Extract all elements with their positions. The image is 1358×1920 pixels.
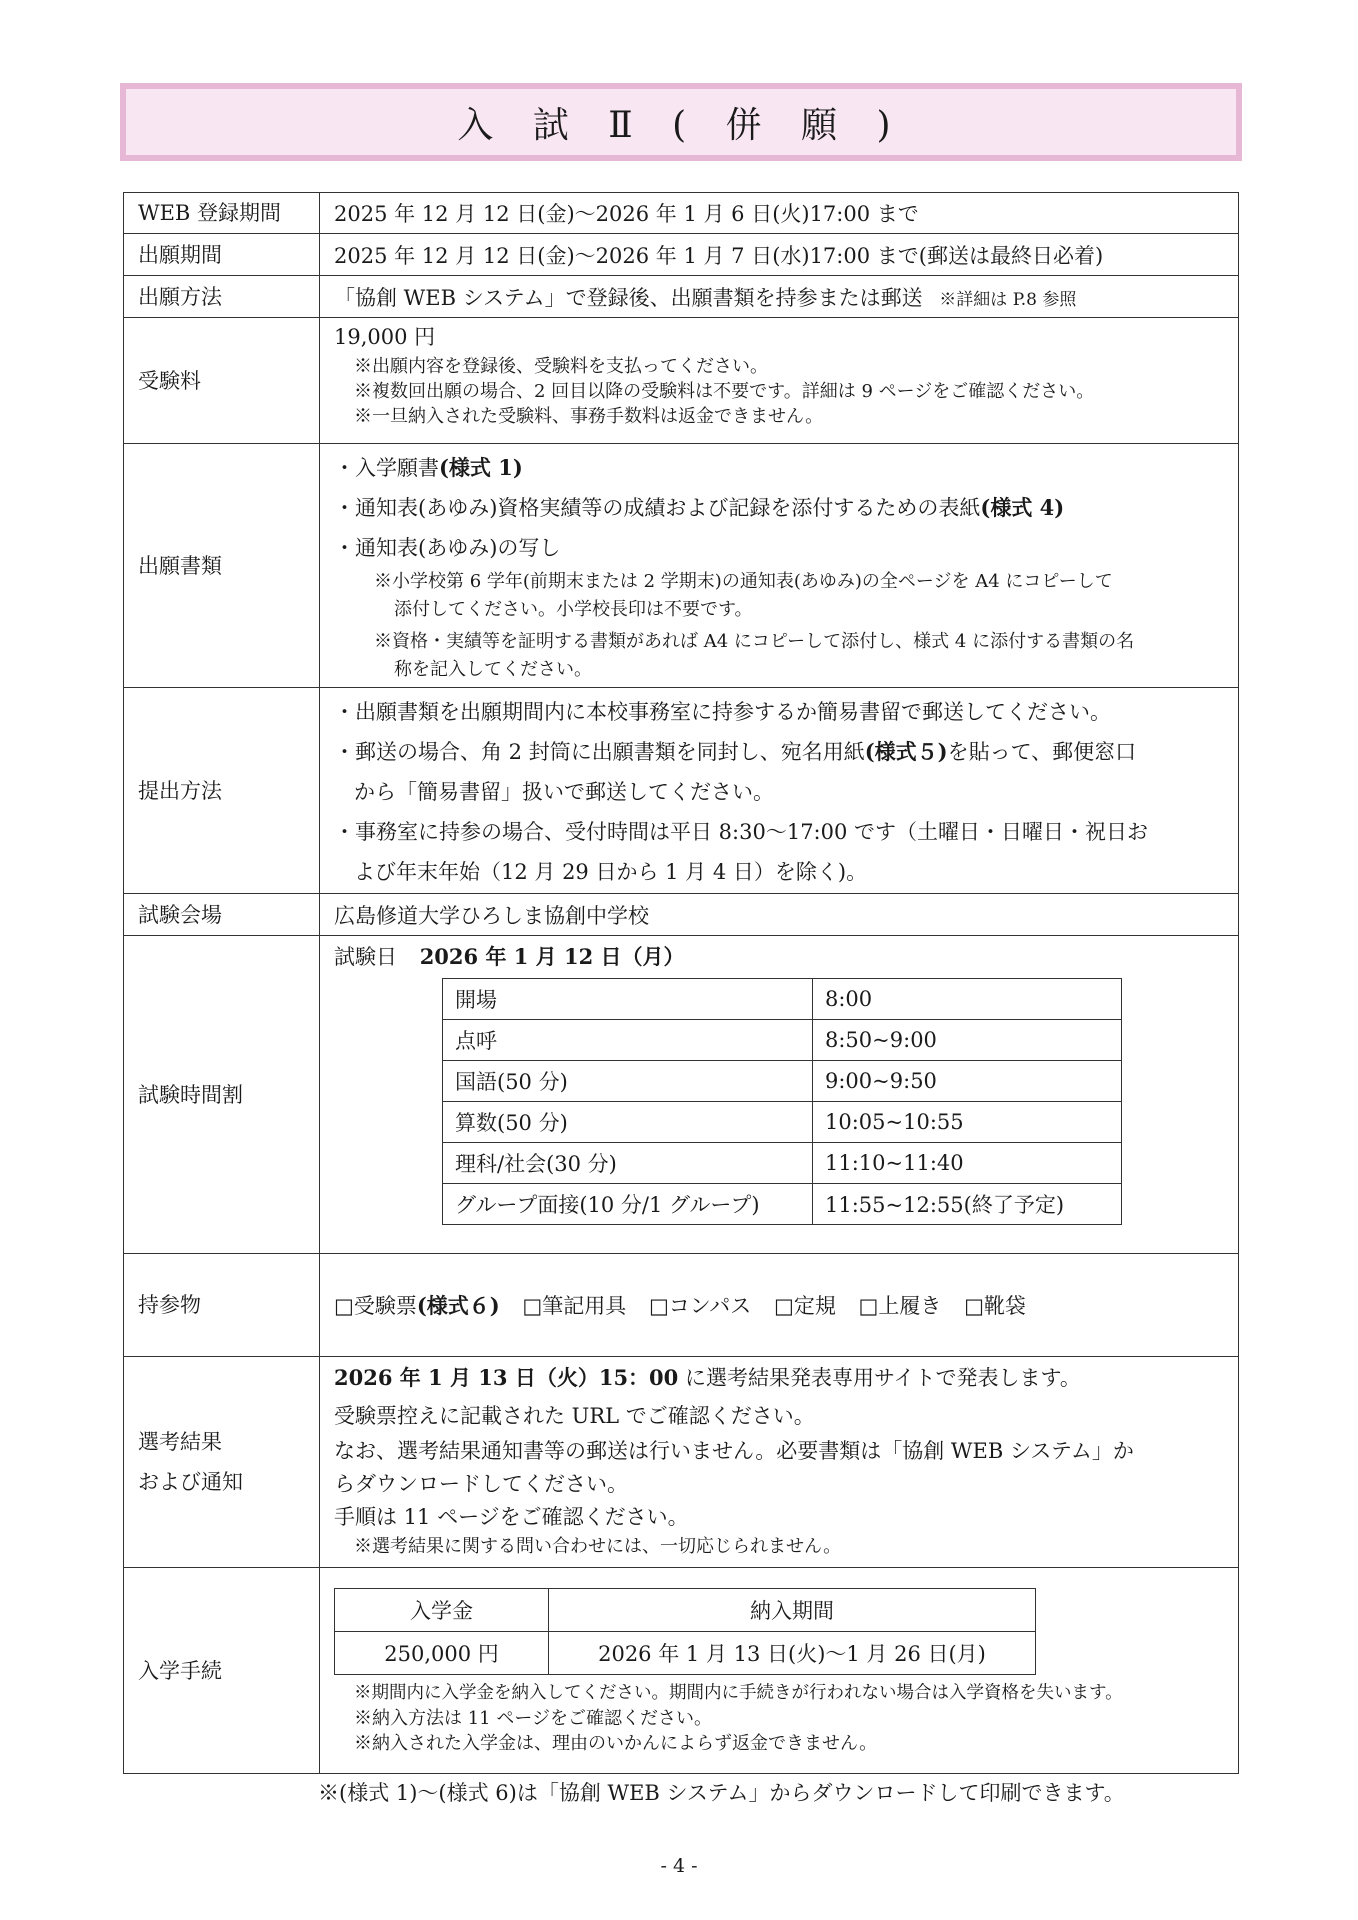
label-exam-schedule: 試験時間割 <box>124 936 320 1254</box>
schedule-item: 算数(50 分) <box>443 1102 813 1143</box>
exam-info-table <box>123 192 1239 1774</box>
admission-fee: 250,000 円 <box>335 1632 549 1675</box>
value-results <box>320 1357 1239 1568</box>
admission-note: ※期間内に入学金を納入してください。期間内に手続きが行われない場合は入学資格を失います。 <box>354 1683 1123 1703</box>
row-belongings <box>124 1254 1239 1357</box>
row-exam-schedule <box>124 936 1239 1254</box>
value-admission <box>320 1568 1239 1774</box>
application-method-note: ※詳細は P.8 参照 <box>939 289 1077 310</box>
page-number: - 4 - <box>660 1855 698 1877</box>
label-belongings: 持参物 <box>124 1254 320 1357</box>
label-application-period: 出願期間 <box>124 234 320 276</box>
results-note: ※選考結果に関する問い合わせには、一切応じられません。 <box>354 1536 842 1557</box>
label-admission: 入学手続 <box>124 1568 320 1774</box>
footnote: ※(様式 1)～(様式 6)は「協創 WEB システム」からダウンロードして印刷できます。 <box>318 1781 1125 1805</box>
schedule-item: 理科/社会(30 分) <box>443 1143 813 1184</box>
schedule-time: 11:55~12:55(終了予定) <box>813 1184 1122 1225</box>
row-exam-fee <box>124 318 1239 444</box>
belonging-item-form: (様式６) <box>416 1293 500 1318</box>
exam-fee-note: ※出願内容を登録後、受験料を支払ってください。 <box>354 356 768 377</box>
submission-line: から「簡易書留」扱いで郵送してください。 <box>354 780 774 804</box>
schedule-table <box>442 978 1122 1225</box>
schedule-row <box>443 979 1122 1020</box>
document-note: 称を記入してください。 <box>394 659 592 680</box>
submission-line: ・郵送の場合、角 2 封筒に出願書類を同封し、宛名用紙 <box>334 740 865 764</box>
submission-line: ・事務室に持参の場合、受付時間は平日 8:30～17:00 です（土曜日・日曜日・祝日お <box>334 820 1149 844</box>
value-venue: 広島修道大学ひろしま協創中学校 <box>320 894 1239 936</box>
document-item: ・入学願書 <box>334 456 439 480</box>
document-note: 添付してください。小学校長印は不要です。 <box>394 599 753 620</box>
submission-line: を貼って、郵便窓口 <box>947 740 1137 764</box>
results-line: なお、選考結果通知書等の郵送は行いません。必要書類は「協創 WEB システム」か <box>334 1439 1134 1463</box>
schedule-row <box>443 1061 1122 1102</box>
schedule-time: 9:00~9:50 <box>813 1061 1122 1102</box>
schedule-row <box>443 1184 1122 1225</box>
results-line: らダウンロードしてください。 <box>334 1472 628 1496</box>
label-submission-method: 提出方法 <box>124 688 320 894</box>
results-line: に選考結果発表専用サイトで発表します。 <box>678 1366 1081 1390</box>
schedule-row <box>443 1020 1122 1061</box>
schedule-item: グループ面接(10 分/1 グループ) <box>443 1184 813 1225</box>
admission-header-period: 納入期間 <box>549 1589 1036 1632</box>
value-application-period: 2025 年 12 月 12 日(金)～2026 年 1 月 7 日(水)17:00 まで(郵送は最終日必着) <box>320 234 1239 276</box>
row-application-method <box>124 276 1239 318</box>
title-banner <box>120 83 1242 161</box>
belonging-item: □受験票 <box>334 1294 417 1318</box>
row-web-registration <box>124 193 1239 234</box>
submission-line: ・出願書類を出願期間内に本校事務室に持参するか簡易書留で郵送してください。 <box>334 700 1111 724</box>
exam-fee-amount: 19,000 円 <box>334 325 436 349</box>
row-results <box>124 1357 1239 1568</box>
schedule-time: 10:05~10:55 <box>813 1102 1122 1143</box>
row-venue <box>124 894 1239 936</box>
value-application-method <box>320 276 1239 318</box>
row-application-period <box>124 234 1239 276</box>
value-exam-fee <box>320 318 1239 444</box>
results-line: 受験票控えに記載された URL でご確認ください。 <box>334 1404 815 1428</box>
value-application-documents <box>320 444 1239 688</box>
document-item: ・通知表(あゆみ)資格実績等の成績および記録を添付するための表紙 <box>334 496 981 520</box>
schedule-item: 点呼 <box>443 1020 813 1061</box>
row-submission-method <box>124 688 1239 894</box>
document-note: ※小学校第 6 学年(前期末または 2 学期末)の通知表(あゆみ)の全ページを A4 にコピーして <box>374 571 1113 592</box>
schedule-item: 開場 <box>443 979 813 1020</box>
row-application-documents <box>124 444 1239 688</box>
document-item-form: (様式 4) <box>980 495 1065 520</box>
exam-date: 2026 年 1 月 12 日（月） <box>419 944 685 969</box>
schedule-row <box>443 1143 1122 1184</box>
schedule-item: 国語(50 分) <box>443 1061 813 1102</box>
label-results <box>124 1357 320 1568</box>
exam-date-label: 試験日 <box>334 945 397 969</box>
document-item-form: (様式 1) <box>439 455 523 480</box>
admission-header-row <box>335 1589 1036 1632</box>
document-item: ・通知表(あゆみ)の写し <box>334 536 561 560</box>
label-venue: 試験会場 <box>124 894 320 936</box>
exam-fee-note: ※一旦納入された受験料、事務手数料は返金できません。 <box>354 406 824 427</box>
schedule-time: 11:10~11:40 <box>813 1143 1122 1184</box>
application-method-text: 「協創 WEB システム」で登録後、出願書類を持参または郵送 <box>334 285 923 310</box>
schedule-time: 8:00 <box>813 979 1122 1020</box>
admission-note: ※納入方法は 11 ページをご確認ください。 <box>354 1708 712 1729</box>
admission-header-fee: 入学金 <box>335 1589 549 1632</box>
admission-value-row <box>335 1632 1036 1675</box>
submission-line: よび年末年始（12 月 29 日から 1 月 4 日）を除く)。 <box>354 860 868 884</box>
admission-note: ※納入された入学金は、理由のいかんによらず返金できません。 <box>354 1733 878 1754</box>
page-title: 入 試 Ⅱ ( 併 願 ) <box>457 104 905 146</box>
schedule-row <box>443 1102 1122 1143</box>
belonging-item: □靴袋 <box>964 1294 1026 1318</box>
value-web-registration: 2025 年 12 月 12 日(金)～2026 年 1 月 6 日(火)17:00 まで <box>320 193 1239 234</box>
label-exam-fee: 受験料 <box>124 318 320 444</box>
admission-fee-table <box>334 1588 1036 1675</box>
results-line: 手順は 11 ページをご確認ください。 <box>334 1505 689 1529</box>
results-announce-date: 2026 年 1 月 13 日（火）15：00 <box>334 1365 679 1390</box>
belonging-item: □定規 <box>774 1294 836 1318</box>
label-web-registration: WEB 登録期間 <box>124 193 320 234</box>
belonging-item: □上履き <box>858 1294 942 1318</box>
exam-fee-note: ※複数回出願の場合、2 回目以降の受験料は不要です。詳細は 9 ページをご確認ください。 <box>354 381 1095 402</box>
value-submission-method <box>320 688 1239 894</box>
belonging-item: □筆記用具 <box>522 1294 627 1318</box>
label-application-method: 出願方法 <box>124 276 320 318</box>
schedule-time: 8:50~9:00 <box>813 1020 1122 1061</box>
label-application-documents: 出願書類 <box>124 444 320 688</box>
results-label-line: および通知 <box>138 1470 243 1494</box>
document-note: ※資格・実績等を証明する書類があれば A4 にコピーして添付し、様式 4 に添付する書類の名 <box>374 631 1135 652</box>
value-exam-schedule <box>320 936 1239 1254</box>
results-label-line: 選考結果 <box>138 1430 222 1454</box>
row-admission <box>124 1568 1239 1774</box>
value-belongings <box>320 1254 1239 1357</box>
submission-form: (様式５) <box>864 739 948 764</box>
admission-period: 2026 年 1 月 13 日(火)～1 月 26 日(月) <box>549 1632 1036 1675</box>
belonging-item: □コンパス <box>648 1294 752 1318</box>
